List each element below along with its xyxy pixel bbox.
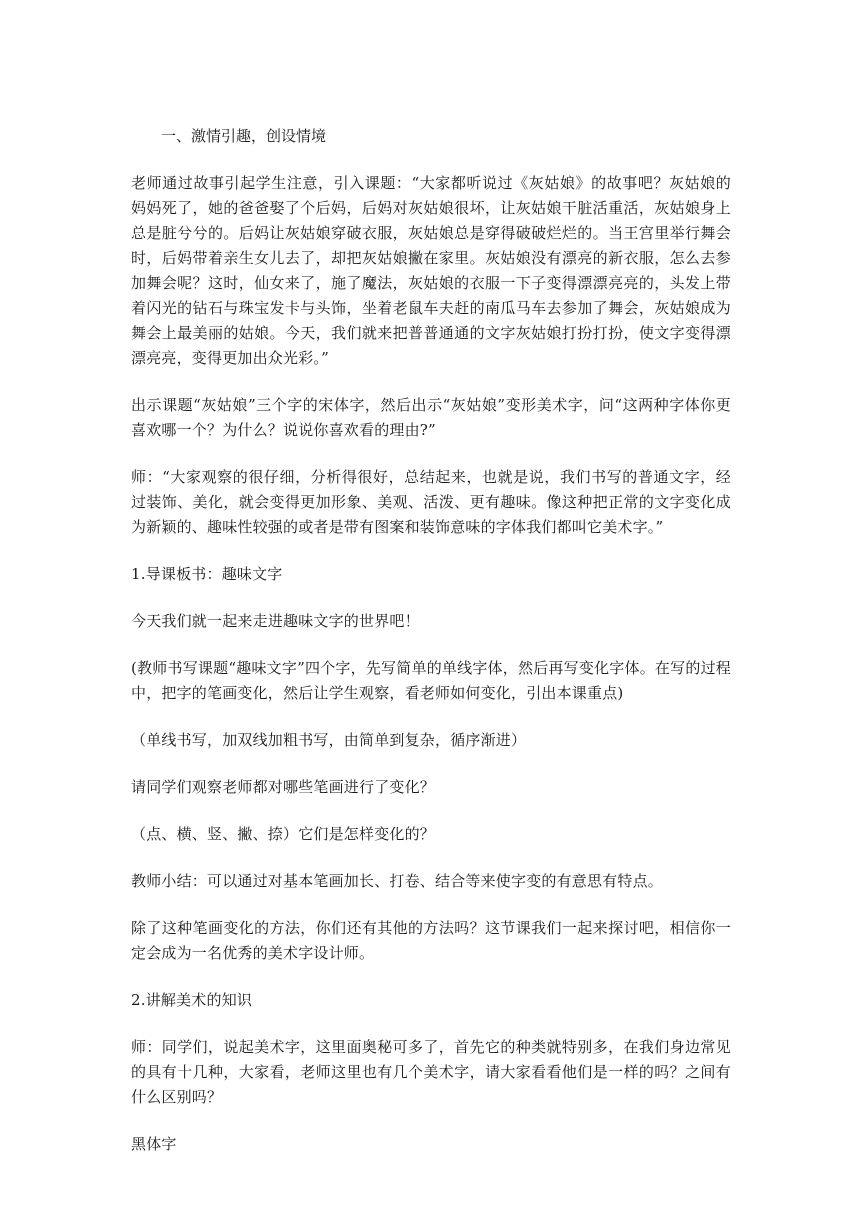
subheading-board-writing: 1.导课板书：趣味文字	[131, 565, 283, 583]
paragraph-teacher-writes: (教师书写课题“趣味文字”四个字，先写简单的单线字体，然后再写变化字体。在写的过程中，把字的笔画变化，然后让学生观察，看老师如何变化，引出本课重点)	[131, 659, 731, 702]
paragraph-enter-world: 今天我们就一起来走进趣味文字的世界吧！	[131, 612, 420, 630]
paragraph-story-intro: 老师通过故事引起学生注意，引入课题：“大家都听说过《灰姑娘》的故事吧？灰姑娘的妈妈死了，她的爸爸娶了个后妈，后妈对灰姑娘很坏，让灰姑娘干脏活重活，灰姑娘身上总是脏兮兮的。后妈让灰姑娘穿破衣服，灰姑娘总是穿得破破烂烂的。当王宫里举行舞会时，后妈带着亲生女儿去了，却把灰姑娘撇在家里。灰姑娘没有漂亮的新衣服，怎么去参加舞会呢？这时，仙女来了，施了魔法，灰姑娘的衣服一下子变得漂漂亮亮的，头发上带着闪光的钻石与珠宝发卡与头饰，坐着老鼠车夫赶的南瓜马车去参加了舞会，灰姑娘成为舞会上最美丽的姑娘。今天，我们就来把普普通通的文字灰姑娘打扮打扮，使文字变得漂漂亮亮，变得更加出众光彩。”	[131, 174, 731, 367]
subheading-art-knowledge: 2.讲解美术的知识	[131, 991, 253, 1009]
paragraph-heiti: 黑体字	[131, 1135, 177, 1153]
paragraph-teacher-summary: 师：“大家观察的很仔细，分析得很好，总结起来，也就是说，我们书写的普通文字，经过装饰、美化，就会变得更加形象、美观、活泼、更有趣味。像这种把正常的文字变化成为新颖的、趣味性较强的或者是带有图案和装饰意味的字体我们都叫它美术字。”	[131, 468, 731, 536]
paragraph-teacher-conclusion: 教师小结：可以通过对基本笔画加长、打卷、结合等来使字变的有意思有特点。	[131, 872, 664, 890]
paragraph-stroke-types: （点、横、竖、撇、捺）它们是怎样变化的？	[131, 825, 436, 843]
paragraph-observe-strokes: 请同学们观察老师都对哪些笔画进行了变化？	[131, 778, 436, 796]
paragraph-art-font-types: 师：同学们，说起美术字，这里面奥秘可多了，首先它的种类就特别多，在我们身边常见的具有十几种，大家看，老师这里也有几个美术字，请大家看看他们是一样的吗？之间有什么区别吗？	[131, 1038, 731, 1106]
section-heading: 一、激情引趣，创设情境	[161, 127, 327, 145]
paragraph-other-methods: 除了这种笔画变化的方法，你们还有其他的方法吗？这节课我们一起来探讨吧，相信你一定会成为一名优秀的美术字设计师。	[131, 919, 731, 962]
paragraph-show-title: 出示课题“灰姑娘”三个字的宋体字，然后出示“灰姑娘”变形美术字，问“这两种字体你更喜欢哪一个？为什么？说说你喜欢看的理由?”	[131, 396, 731, 439]
paragraph-single-line: （单线书写，加双线加粗书写，由简单到复杂，循序渐进）	[131, 731, 527, 749]
document-body	[131, 124, 731, 1179]
